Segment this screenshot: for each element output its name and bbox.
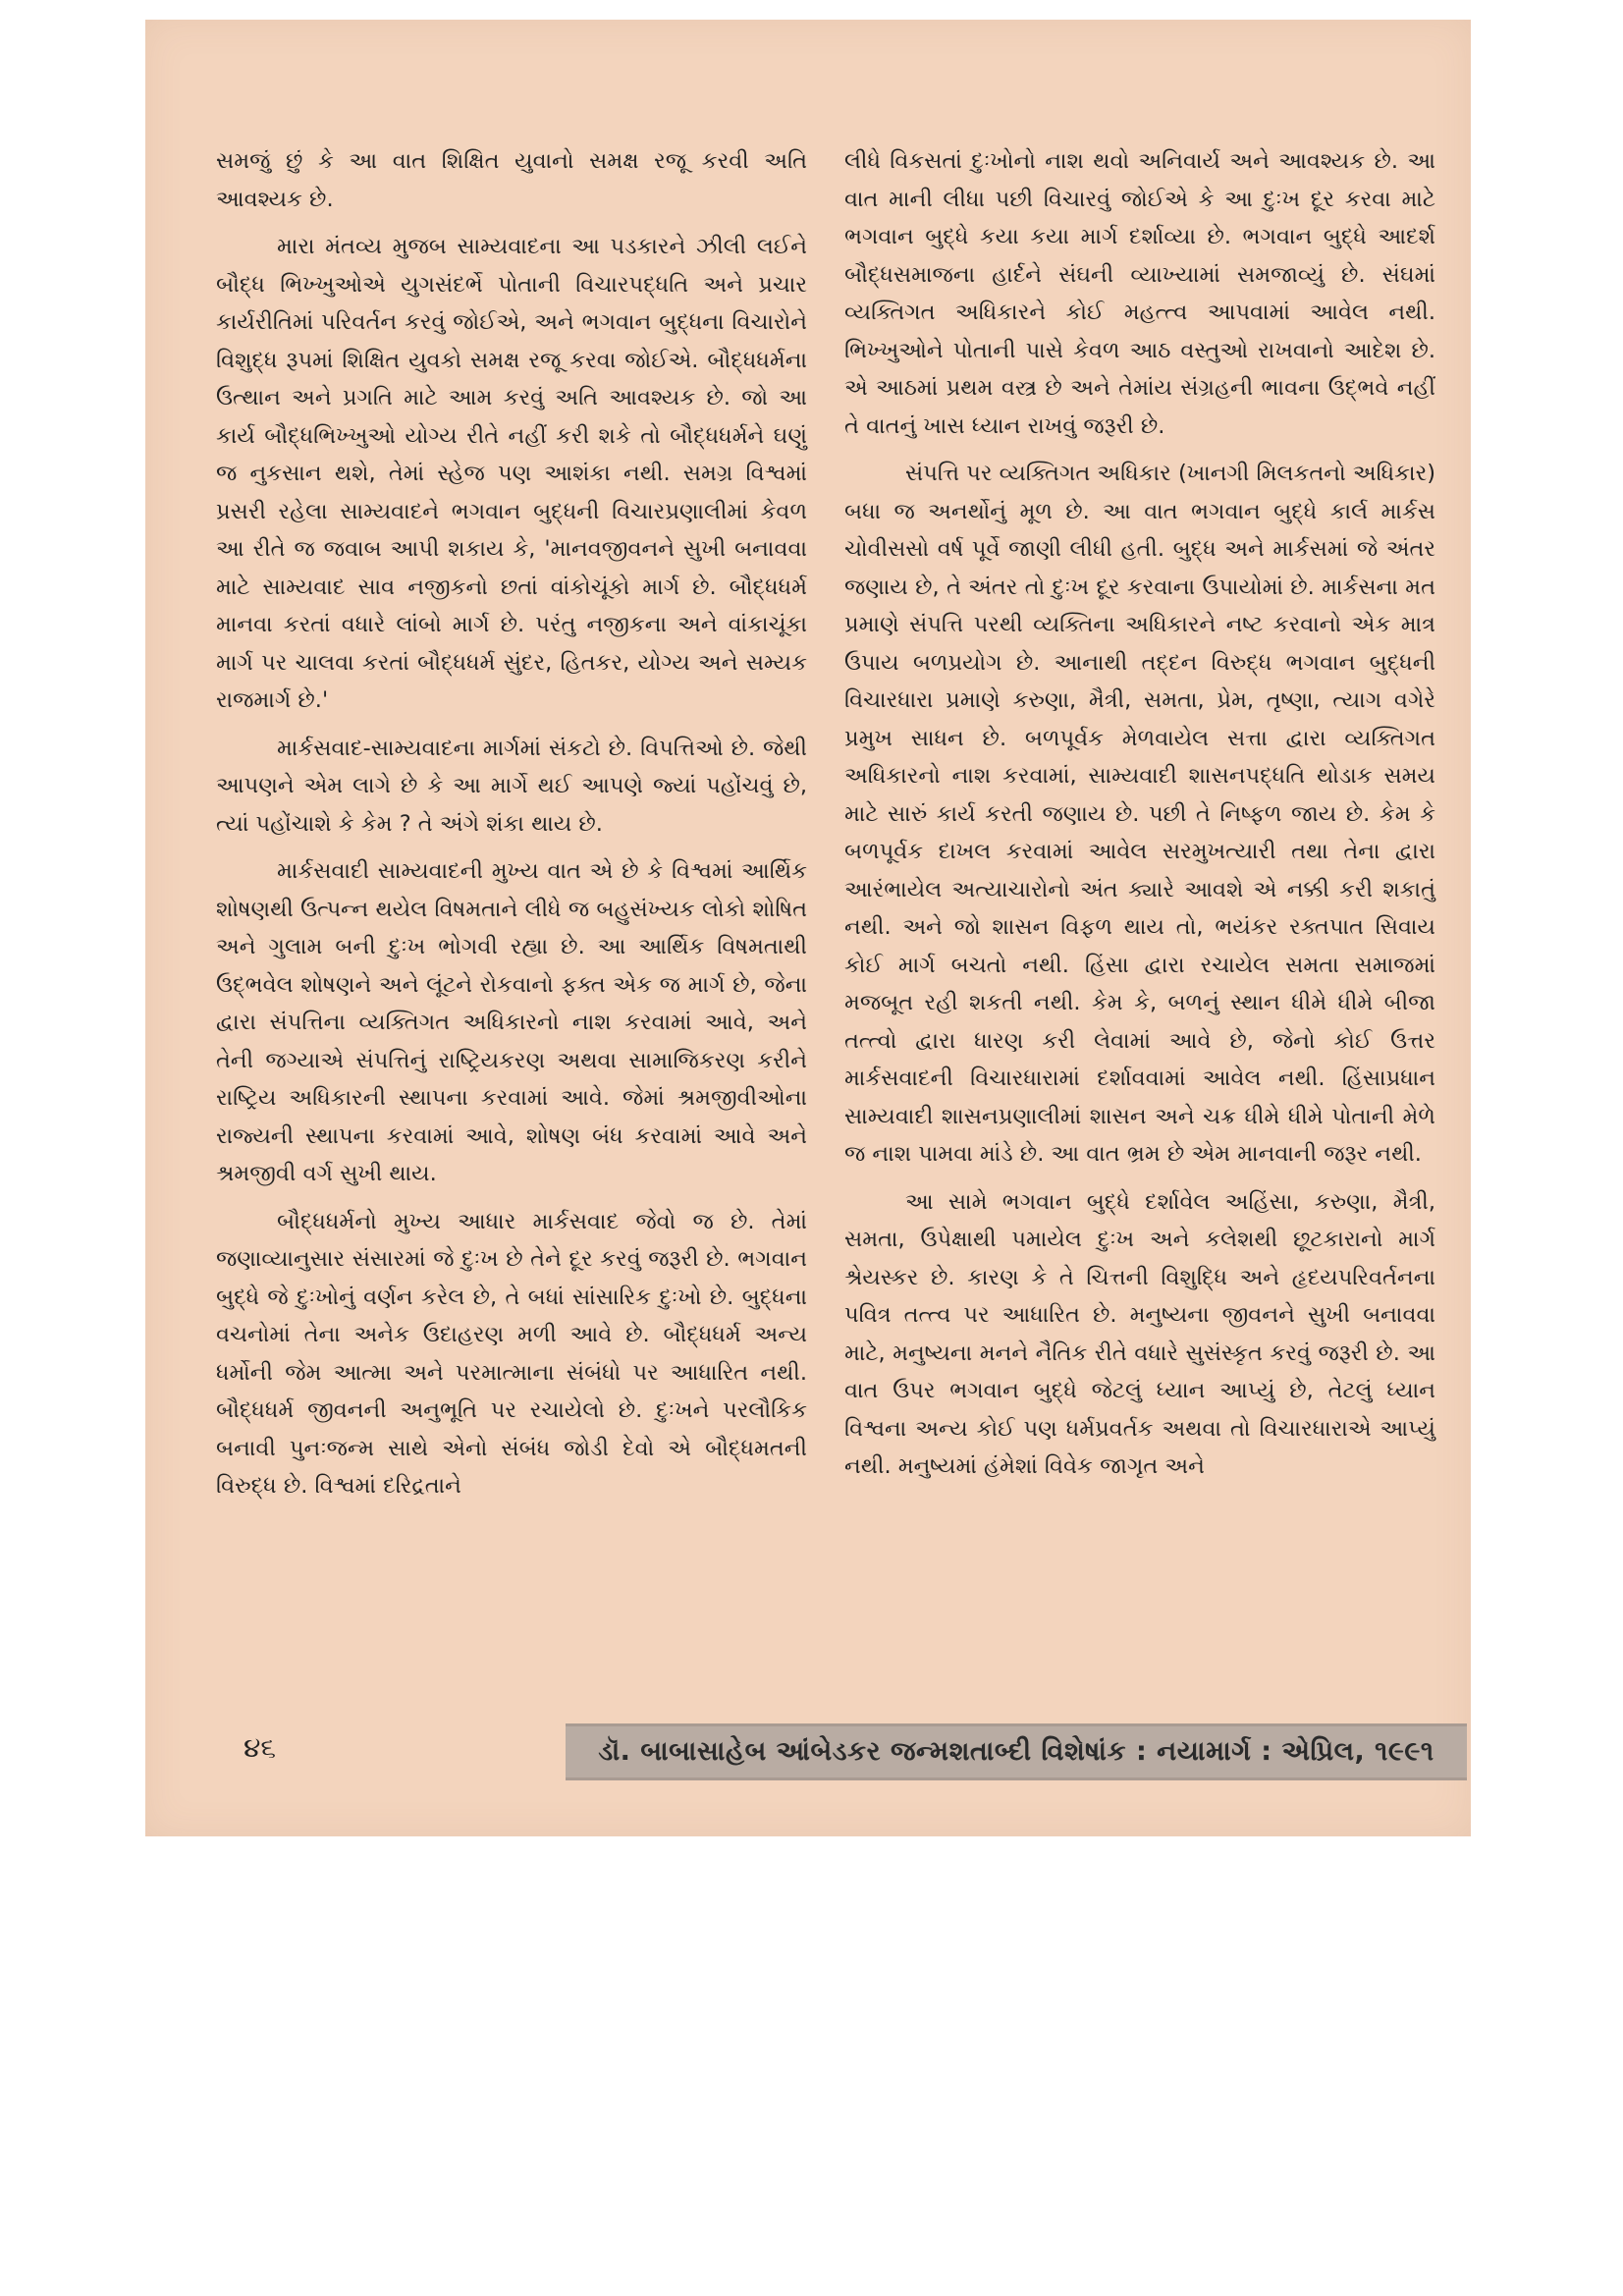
paragraph: બૌદ્ધધર્મનો મુખ્ય આધાર માર્કસવાદ જેવો જ છે. તેમાં જણાવ્યાનુસાર સંસારમાં જે દુઃખ છે તેને દૂર કરવું જરૂરી છે. ભગવાન બુદ્ધે જે દુઃખોનું વર્ણન કરેલ છે, તે બધાં સાંસારિક દુઃખો છે. બુદ્ધના વચનોમાં તેના અનેક ઉદાહરણ મળી આવે છે. બૌદ્ધધર્મ અન્ય ધર્મોની જેમ આત્મા અને પરમાત્માના સંબંધો પર આધારિત નથી. બૌદ્ધધર્મ જીવનની અનુભૂતિ પર રચાયેલો છે. દુઃખને પરલૌકિક બનાવી પુનઃજન્મ સાથે એનો સંબંધ જોડી દેવો એ બૌદ્ધમતની વિરુદ્ધ છે. વિશ્વમાં દરિદ્રતાને [216, 1208, 807, 1499]
footer-title: ડૉ. બાબાસાહેબ આંબેડકર જન્મશતાબ્દી વિશેષાંક : નયામાર્ગ : એપ્રિલ, ૧૯૯૧ [598, 1736, 1434, 1767]
paragraph: લીધે વિકસતાં દુઃખોનો નાશ થવો અનિવાર્ય અને આવશ્યક છે. આ વાત માની લીધા પછી વિચારવું જોઈએ કે આ દુઃખ દૂર કરવા માટે ભગવાન બુદ્ધે કયા કયા માર્ગ દર્શાવ્યા છે. ભગવાન બુદ્ધે આદર્શ બૌદ્ધસમાજના હાર્દને સંઘની વ્યાખ્યામાં સમજાવ્યું છે. સંઘમાં વ્યક્તિગત અધિકારને કોઈ મહત્ત્વ આપવામાં આવેલ નથી. ભિખ્ખુઓને પોતાની પાસે કેવળ આઠ વસ્તુઓ રાખવાનો આદેશ છે. એ આઠમાં પ્રથમ વસ્ત્ર છે અને તેમાંય સંગ્રહની ભાવના ઉદ્‌ભવે નહીં તે વાતનું ખાસ ધ્યાન રાખવું જરૂરી છે. [844, 148, 1435, 439]
page-number: ૪૬ [243, 1731, 277, 1764]
scanned-page [145, 20, 1471, 1836]
left-column [216, 142, 807, 1515]
paragraph: મારા મંતવ્ય મુજબ સામ્યવાદના આ પડકારને ઝીલી લઈને બૌદ્ધ ભિખ્ખુઓએ યુગસંદર્ભે પોતાની વિચારપદ્ધતિ અને પ્રચાર કાર્યરીતિમાં પરિવર્તન કરવું જોઈએ, અને ભગવાન બુદ્ધના વિચારોને વિશુદ્ધ રૂપમાં શિક્ષિત યુવકો સમક્ષ રજૂ કરવા જોઈએ. બૌદ્ધધર્મના ઉત્થાન અને પ્રગતિ માટે આમ કરવું અતિ આવશ્યક છે. જો આ કાર્ય બૌદ્ધભિખ્ખુઓ યોગ્ય રીતે નહીં કરી શકે તો બૌદ્ધધર્મને ઘણું જ નુકસાન થશે, તેમાં સ્હેજ પણ આશંકા નથી. સમગ્ર વિશ્વમાં પ્રસરી રહેલા સામ્યવાદને ભગવાન બુદ્ધની વિચારપ્રણાલીમાં કેવળ આ રીતે જ જવાબ આપી શકાય કે, 'માનવજીવનને સુખી બનાવવા માટે સામ્યવાદ સાવ નજીકનો છતાં વાંકોચૂંકો માર્ગ છે. બૌદ્ધધર્મ માનવા કરતાં વધારે લાંબો માર્ગ છે. પરંતુ નજીકના અને વાંકાચૂંકા માર્ગ પર ચાલવા કરતાં બૌદ્ધધર્મ સુંદર, હિતકર, યોગ્ય અને સમ્યક રાજમાર્ગ છે.' [216, 234, 807, 713]
footer-band [566, 1723, 1467, 1780]
paragraph: સંપત્તિ પર વ્યક્તિગત અધિકાર (ખાનગી મિલકતનો અધિકાર) બધા જ અનર્થોનું મૂળ છે. આ વાત ભગવાન બુદ્ધે કાર્લ માર્કસ ચોવીસસો વર્ષ પૂર્વે જાણી લીધી હતી. બુદ્ધ અને માર્કસમાં જે અંતર જણાય છે, તે અંતર તો દુઃખ દૂર કરવાના ઉપાયોમાં છે. માર્કસના મત પ્રમાણે સંપત્તિ પરથી વ્યક્તિના અધિકારને નષ્ટ કરવાનો એક માત્ર ઉપાય બળપ્રયોગ છે. આનાથી તદ્દન વિરુદ્ધ ભગવાન બુદ્ધની વિચારધારા પ્રમાણે કરુણા, મૈત્રી, સમતા, પ્રેમ, તૃષ્ણા, ત્યાગ વગેરે પ્રમુખ સાધન છે. બળપૂર્વક મેળવાયેલ સત્તા દ્વારા વ્યક્તિગત અધિકારનો નાશ કરવામાં, સામ્યવાદી શાસનપદ્ધતિ થોડાક સમય માટે સારું કાર્ય કરતી જણાય છે. પછી તે નિષ્ફળ જાય છે. કેમ કે બળપૂર્વક દાખલ કરવામાં આવેલ સરમુખત્યારી તથા તેના દ્વારા આરંભાયેલ અત્યાચારોનો અંત ક્યારે આવશે એ નક્કી કરી શકાતું નથી. અને જો શાસન વિફળ થાય તો, ભયંકર રક્તપાત સિવાય કોઈ માર્ગ બચતો નથી. હિંસા દ્વારા રચાયેલ સમતા સમાજમાં મજબૂત રહી શકતી નથી. કેમ કે, બળનું સ્થાન ધીમે ધીમે બીજા તત્ત્વો દ્વારા ધારણ કરી લેવામાં આવે છે, જેનો કોઈ ઉત્તર માર્કસવાદની વિચારધારામાં દર્શાવવામાં આવેલ નથી. હિંસાપ્રધાન સામ્યવાદી શાસનપ્રણાલીમાં શાસન અને ચક્ર ધીમે ધીમે પોતાની મેળે જ નાશ પામવા માંડે છે. આ વાત ભ્રમ છે એમ માનવાની જરૂર નથી. [844, 461, 1435, 1167]
paragraph: સમજું છું કે આ વાત શિક્ષિત યુવાનો સમક્ષ રજૂ કરવી અતિ આવશ્યક છે. [216, 148, 807, 212]
paragraph: આ સામે ભગવાન બુદ્ધે દર્શાવેલ અહિંસા, કરુણા, મૈત્રી, સમતા, ઉપેક્ષાથી પમાયેલ દુઃખ અને કલેશથી છૂટકારાનો માર્ગ શ્રેયસ્કર છે. કારણ કે તે ચિત્તની વિશુદ્ધિ અને હૃદયપરિવર્તનના પવિત્ર તત્ત્વ પર આધારિત છે. મનુષ્યના જીવનને સુખી બનાવવા માટે, મનુષ્યના મનને નૈતિક રીતે વધારે સુસંસ્કૃત કરવું જરૂરી છે. આ વાત ઉપર ભગવાન બુદ્ધે જેટલું ધ્યાન આપ્યું છે, તેટલું ધ્યાન વિશ્વના અન્ય કોઈ પણ ધર્મપ્રવર્તક અથવા તો વિચારધારાએ આપ્યું નથી. મનુષ્યમાં હંમેશાં વિવેક જાગૃત અને [844, 1188, 1435, 1479]
right-column [844, 142, 1435, 1496]
paragraph: માર્કસવાદ-સામ્યવાદના માર્ગમાં સંકટો છે. વિપત્તિઓ છે. જેથી આપણને એમ લાગે છે કે આ માર્ગે થઈ આપણે જ્યાં પહોંચવું છે, ત્યાં પહોંચાશે કે કેમ ? તે અંગે શંકા થાય છે. [216, 735, 807, 837]
page-footer [145, 1723, 1471, 1782]
paragraph: માર્કસવાદી સામ્યવાદની મુખ્ય વાત એ છે કે વિશ્વમાં આર્થિક શોષણથી ઉત્પન્ન થયેલ વિષમતાને લીધે જ બહુસંખ્યક લોકો શોષિત અને ગુલામ બની દુઃખ ભોગવી રહ્યા છે. આ આર્થિક વિષમતાથી ઉદ્‌ભવેલ શોષણને અને લૂંટને રોકવાનો ફક્ત એક જ માર્ગ છે, જેના દ્વારા સંપત્તિના વ્યક્તિગત અધિકારનો નાશ કરવામાં આવે, અને તેની જગ્યાએ સંપત્તિનું રાષ્ટ્રિયકરણ અથવા સામાજિકરણ કરીને રાષ્ટ્રિય અધિકારની સ્થાપના કરવામાં આવે. જેમાં શ્રમજીવીઓના રાજ્યની સ્થાપના કરવામાં આવે, શોષણ બંધ કરવામાં આવે અને શ્રમજીવી વર્ગ સુખી થાય. [216, 858, 807, 1186]
